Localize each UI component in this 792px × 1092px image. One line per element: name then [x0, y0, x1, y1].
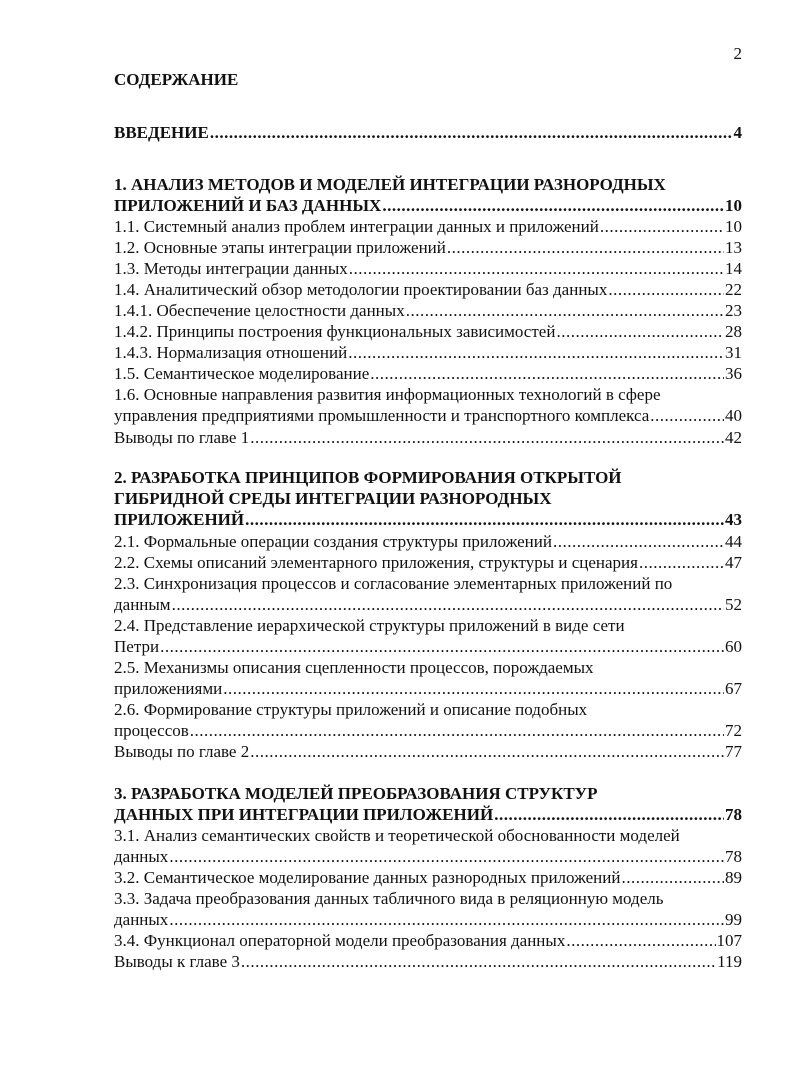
dot-leader [608, 279, 724, 300]
toc-entry-title-line: 2. РАЗРАБОТКА ПРИНЦИПОВ ФОРМИРОВАНИЯ ОТКРЫТОЙ [114, 468, 622, 487]
toc-entry-page: 4 [733, 123, 742, 142]
dot-leader [370, 363, 724, 384]
toc-entry-title: 2.1. Формальные операции создания структуры приложений [114, 532, 552, 551]
toc-entry-page: 107 [716, 931, 742, 950]
toc-entry-title-line: 2.6. Формирование структуры приложений и описание подобных [114, 700, 588, 719]
toc-entry-page: 23 [725, 301, 742, 320]
toc-entry-title: ПРИЛОЖЕНИЙ И БАЗ ДАННЫХ [114, 196, 382, 215]
toc-entry-title: 1.4. Аналитический обзор методологии проектировании баз данных [114, 280, 608, 299]
toc-entry [114, 427, 742, 448]
dot-leader [600, 216, 724, 237]
toc-entry [114, 258, 742, 279]
toc-entry-title: 3.2. Семантическое моделирование данных разнородных приложений [114, 868, 621, 887]
toc-entry-page: 10 [725, 217, 742, 236]
toc-entry-page: 44 [725, 532, 742, 551]
dot-leader [566, 930, 715, 951]
toc-entry [114, 552, 742, 573]
toc-entry [114, 930, 742, 951]
toc-entry-page: 72 [725, 721, 742, 740]
dot-leader [250, 427, 724, 448]
dot-leader [650, 405, 724, 426]
toc-entry [114, 825, 742, 867]
toc-entry [114, 174, 742, 216]
toc-entry-page: 43 [725, 510, 742, 529]
toc-entry-title: 1.1. Системный анализ проблем интеграции данных и приложений [114, 217, 599, 236]
dot-leader [349, 258, 724, 279]
dot-leader [348, 342, 724, 363]
toc-entry-title-line: 2.4. Представление иерархической структуры приложений в виде сети [114, 616, 625, 635]
toc-entry-title-line: 3.1. Анализ семантических свойств и теоретической обоснованности моделей [114, 826, 680, 845]
toc-entry-title: ВВЕДЕНИЕ [114, 123, 209, 142]
toc-entry-title: 1.5. Семантическое моделирование [114, 364, 370, 383]
dot-leader [494, 804, 724, 825]
toc-entry-title: процессов [114, 721, 189, 740]
dot-leader [169, 846, 724, 867]
toc-entry [114, 531, 742, 552]
toc-entry-title: данных [114, 910, 169, 929]
toc-entry-page: 10 [725, 196, 742, 215]
toc-entry-title: 2.2. Схемы описаний элементарного приложения, структуры и сценария [114, 553, 638, 572]
dot-leader [382, 195, 724, 216]
toc-entry-page: 89 [725, 868, 742, 887]
dot-leader [250, 741, 724, 762]
toc-entry [114, 951, 742, 972]
toc-entry-page: 22 [725, 280, 742, 299]
toc-entry-title: 3.4. Функционал операторной модели преобразования данных [114, 931, 566, 950]
toc-entry-page: 14 [725, 259, 742, 278]
dot-leader [172, 594, 724, 615]
page-number: 2 [733, 44, 742, 63]
toc-entry [114, 573, 742, 615]
dot-leader [447, 237, 724, 258]
dot-leader [223, 678, 724, 699]
toc-entry-title: 1.4.2. Принципы построения функциональных зависимостей [114, 322, 556, 341]
toc-entry-title: данных [114, 847, 169, 866]
dot-leader [169, 909, 724, 930]
toc-entry-page: 40 [725, 406, 742, 425]
toc-entry-title-line: 1.6. Основные направления развития информационных технологий в сфере [114, 385, 661, 404]
toc-entry-page: 60 [725, 637, 742, 656]
toc-entry-page: 42 [725, 428, 742, 447]
toc-entry-title: 1.4.1. Обеспечение целостности данных [114, 301, 405, 320]
dot-leader [406, 300, 724, 321]
dot-leader [241, 951, 716, 972]
toc-entry-page: 77 [725, 742, 742, 761]
toc-entry [114, 279, 742, 300]
toc-entry-title: ДАННЫХ ПРИ ИНТЕГРАЦИИ ПРИЛОЖЕНИЙ [114, 805, 494, 824]
toc-entry [114, 122, 742, 143]
toc-entry-page: 78 [725, 805, 742, 824]
toc-entry-title: данным [114, 595, 171, 614]
toc-entry [114, 237, 742, 258]
toc-entry [114, 363, 742, 384]
toc-entry [114, 888, 742, 930]
toc-entry [114, 384, 742, 426]
toc-entry-page: 67 [725, 679, 742, 698]
toc-entry-page: 47 [725, 553, 742, 572]
toc-entry-title: ПРИЛОЖЕНИЙ [114, 510, 245, 529]
dot-leader [556, 321, 724, 342]
toc-entry-page: 28 [725, 322, 742, 341]
dot-leader [245, 509, 724, 530]
toc-entry-page: 99 [725, 910, 742, 929]
toc-entry [114, 699, 742, 741]
toc-entry [114, 615, 742, 657]
toc-entry [114, 657, 742, 699]
toc-entry-title: приложениями [114, 679, 223, 698]
toc-entry [114, 216, 742, 237]
page-title: СОДЕРЖАНИЕ [114, 70, 239, 89]
toc-entry-title: 1.4.3. Нормализация отношений [114, 343, 348, 362]
toc-entry-title-line: 3. РАЗРАБОТКА МОДЕЛЕЙ ПРЕОБРАЗОВАНИЯ СТРУКТУР [114, 784, 598, 803]
toc-entry-title-line: 2.3. Синхронизация процессов и согласование элементарных приложений по [114, 574, 673, 593]
toc-entry-title-line: 1. АНАЛИЗ МЕТОДОВ И МОДЕЛЕЙ ИНТЕГРАЦИИ РАЗНОРОДНЫХ [114, 175, 666, 194]
toc-entry-title: Петри [114, 637, 160, 656]
toc-entry-page: 31 [725, 343, 742, 362]
toc-entry-page: 78 [725, 847, 742, 866]
toc-entry [114, 467, 742, 530]
toc-entry [114, 300, 742, 321]
toc-entry-title-line: 2.5. Механизмы описания сцепленности процессов, порождаемых [114, 658, 594, 677]
dot-leader [210, 122, 733, 143]
toc-entry [114, 867, 742, 888]
toc-entry-page: 119 [717, 952, 742, 971]
toc-entry-page: 13 [725, 238, 742, 257]
dot-leader [621, 867, 724, 888]
toc-entry-title: 1.3. Методы интеграции данных [114, 259, 348, 278]
toc-entry-title: управления предприятиями промышленности и транспортного комплекса [114, 406, 650, 425]
toc-entry-title: 1.2. Основные этапы интеграции приложений [114, 238, 446, 257]
toc-entry [114, 321, 742, 342]
toc-entry-title: Выводы к главе 3 [114, 952, 240, 971]
toc-entry-page: 52 [725, 595, 742, 614]
dot-leader [639, 552, 724, 573]
toc-entry-title-line: ГИБРИДНОЙ СРЕДЫ ИНТЕГРАЦИИ РАЗНОРОДНЫХ [114, 489, 552, 508]
toc-entry-title: Выводы по главе 1 [114, 428, 250, 447]
toc-entry-title-line: 3.3. Задача преобразования данных табличного вида в реляционную модель [114, 889, 664, 908]
dot-leader [160, 636, 724, 657]
toc-entry-title: Выводы по главе 2 [114, 742, 250, 761]
toc-entry [114, 741, 742, 762]
dot-leader [553, 531, 724, 552]
toc-entry [114, 783, 742, 825]
toc-entry [114, 342, 742, 363]
toc-entry-page: 36 [725, 364, 742, 383]
dot-leader [190, 720, 724, 741]
